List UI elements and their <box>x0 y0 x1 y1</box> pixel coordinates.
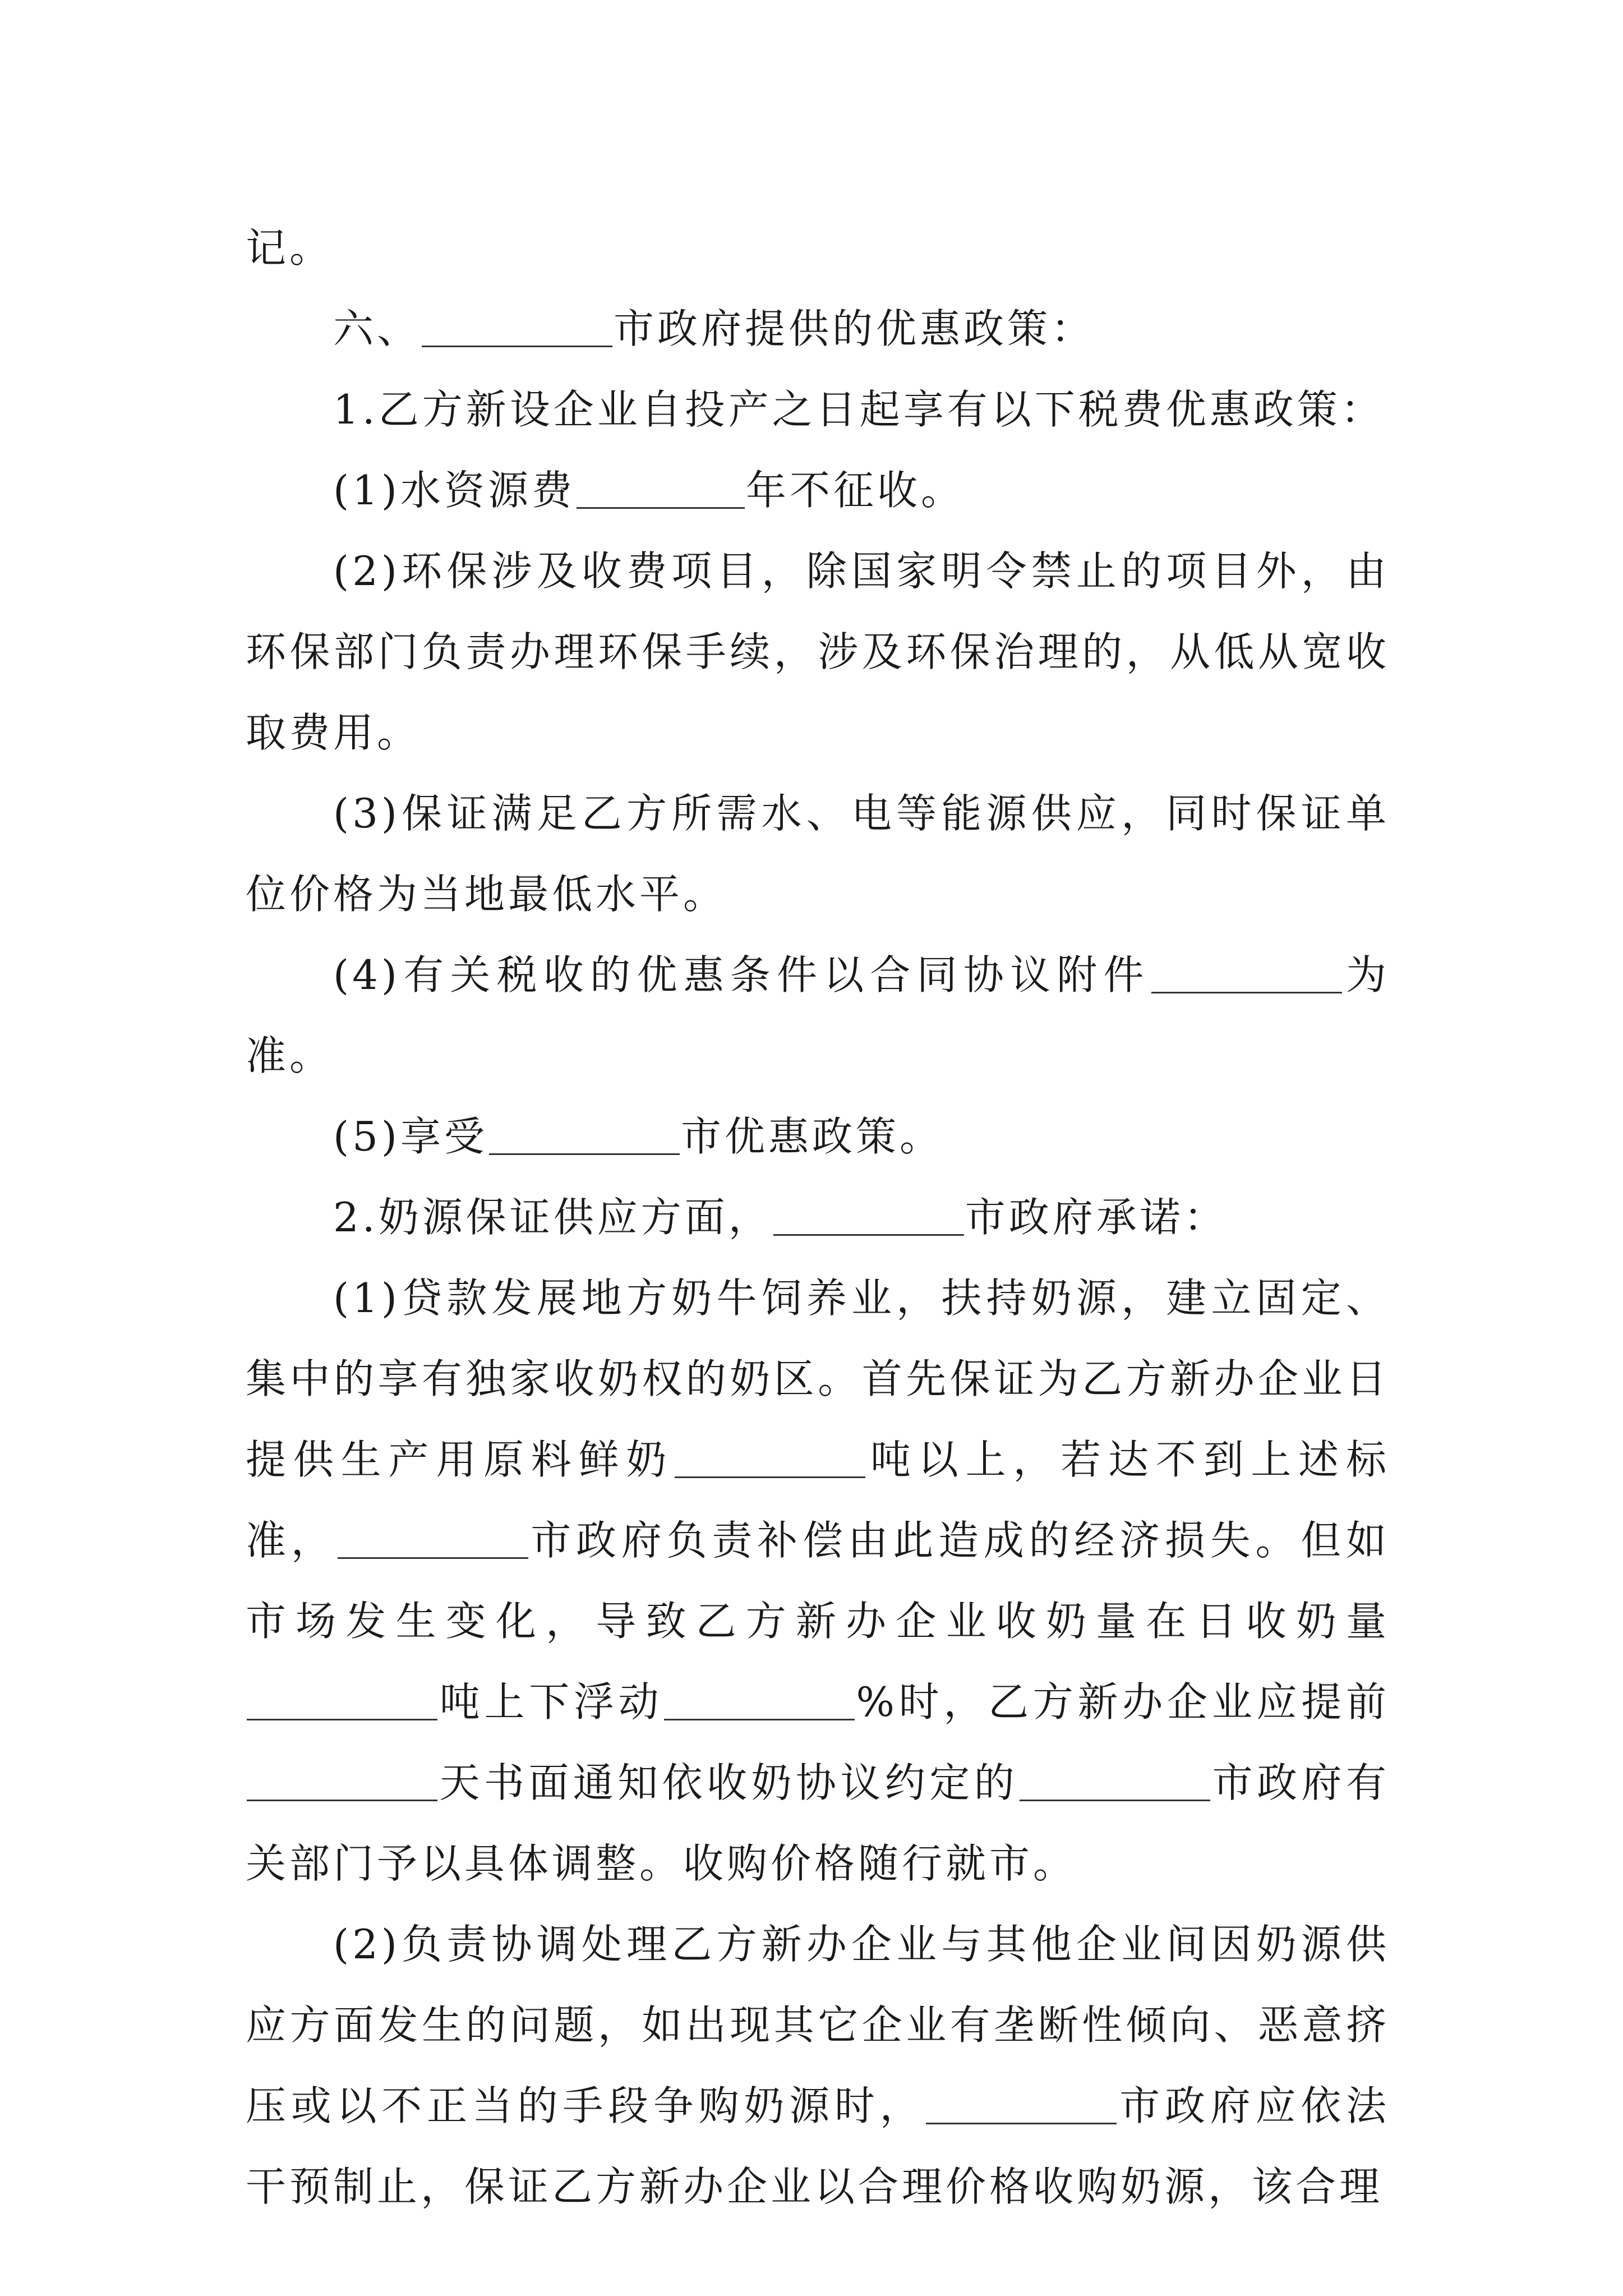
paragraph-text: 记。 <box>246 224 334 272</box>
paragraph-p7 <box>246 1096 1390 1177</box>
paragraph-p10 <box>246 1904 1390 2227</box>
paragraph-text: 吨以上，若达不到上述标准， <box>246 1436 1390 1564</box>
paragraph-p4 <box>246 531 1390 773</box>
paragraph-text: (2)负责协调处理乙方新办企业与其他企业间因奶源供应方面发生的问题，如出现其它企业有垄断性倾向、恶意挤压或以不正当的手段争购奶源时， <box>246 1921 1390 2129</box>
paragraph-text: 市政府负责补偿由此造成的经济损失。但如市场发生变化，导致乙方新办企业收奶量在日收奶量 <box>246 1517 1390 1645</box>
paragraph-text: (1)贷款发展地方奶牛饲养业，扶持奶源，建立固定、集中的享有独家收奶权的奶区。首先保证为乙方新办企业日提供生产用原料鲜奶 <box>246 1274 1390 1483</box>
paragraph-p5 <box>246 773 1390 935</box>
paragraph-p9 <box>246 1258 1390 1904</box>
paragraph-text: 市政府承诺： <box>965 1194 1228 1241</box>
paragraph-text: 市政府有关部门予以具体调整。收购价格随行就市。 <box>246 1759 1390 1887</box>
fill-in-blank <box>489 1113 680 1155</box>
fill-in-blank <box>773 1194 964 1236</box>
paragraph-p0 <box>246 208 1390 288</box>
paragraph-text: 市政府提供的优惠政策： <box>614 305 1095 352</box>
fill-in-blank <box>926 2082 1117 2124</box>
paragraph-p6 <box>246 935 1390 1096</box>
paragraph-text: 2.奶源保证供应方面， <box>333 1194 772 1241</box>
fill-in-blank <box>1151 951 1342 993</box>
paragraph-text: (3)保证满足乙方所需水、电等能源供应，同时保证单位价格为当地最低水平。 <box>246 790 1390 918</box>
paragraph-text: (1)水资源费 <box>333 467 575 514</box>
fill-in-blank <box>664 1678 855 1720</box>
fill-in-blank <box>338 1517 528 1559</box>
paragraph-p1 <box>246 288 1390 369</box>
fill-in-blank <box>422 305 612 347</box>
fill-in-blank <box>1020 1759 1210 1801</box>
paragraph-text: 为准。 <box>246 951 1390 1079</box>
paragraph-text: 天书面通知依收奶协议约定的 <box>439 1759 1019 1806</box>
paragraph-text: (2)环保涉及收费项目，除国家明令禁止的项目外，由环保部门负责办理环保手续，涉及环保治理的，从低从宽收取费用。 <box>246 547 1390 756</box>
paragraph-text: 吨上下浮动 <box>439 1678 663 1726</box>
paragraph-p2 <box>246 369 1390 450</box>
fill-in-blank <box>247 1759 437 1801</box>
paragraph-text: 六、 <box>333 305 421 352</box>
paragraph-text: 年不征收。 <box>746 467 965 514</box>
paragraph-text: 市政府应依法干预制止，保证乙方新办企业以合理价格收购奶源，该合理 <box>246 2082 1390 2210</box>
paragraph-p3 <box>246 450 1390 531</box>
fill-in-blank <box>675 1436 865 1478</box>
fill-in-blank <box>247 1678 437 1720</box>
paragraph-text: 市优惠政策。 <box>681 1113 944 1160</box>
paragraph-p8 <box>246 1177 1390 1258</box>
document-body <box>246 208 1390 2227</box>
paragraph-text: %时，乙方新办企业应提前 <box>856 1678 1390 1726</box>
fill-in-blank <box>577 467 745 509</box>
paragraph-text: (5)享受 <box>333 1113 488 1160</box>
paragraph-text: 1.乙方新设企业自投产之日起享有以下税费优惠政策： <box>333 386 1385 433</box>
paragraph-text: (4)有关税收的优惠条件以合同协议附件 <box>333 951 1150 999</box>
